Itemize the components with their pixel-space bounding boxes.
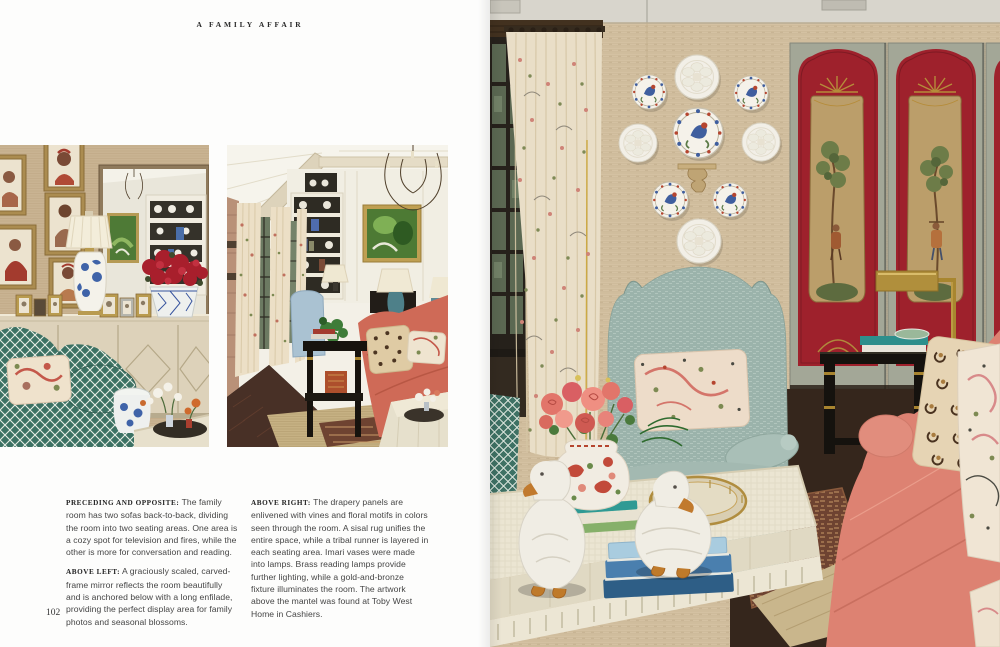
photo-gallery-wall-enfilade bbox=[0, 145, 209, 447]
photo-living-room-plates-screen-image bbox=[490, 0, 1000, 647]
caption-text: A graciously scaled, carved-frame mirror reflects the room beautifully and is anchored below with a long enfilade, providing the perfect display area for family photos and seasonal blossoms. bbox=[66, 566, 233, 627]
caption-above-left bbox=[66, 565, 239, 627]
caption-preceding-opposite bbox=[66, 496, 239, 558]
photo-family-room-view-image bbox=[227, 145, 448, 447]
running-head: A FAMILY AFFAIR bbox=[196, 20, 304, 29]
caption-above-right bbox=[251, 496, 429, 620]
caption-left-column bbox=[66, 496, 239, 635]
left-page bbox=[0, 0, 490, 647]
caption-lead: ABOVE LEFT: bbox=[66, 568, 121, 577]
photo-gallery-wall-enfilade-image bbox=[0, 145, 209, 447]
photo-living-room-plates-screen bbox=[490, 0, 1000, 647]
caption-text: The drapery panels are enlivened with vines and floral motifs in colors seen through the room. A sisal rug unifies the entire space, while a tribal runner is layered in each seating area. Imari vases were made into lamps. Brass reading lamps provide further lighting, while a gold-and-bronze fixture illuminates the room. The artwork above the mantel was found at Toby West Home in Cashiers. bbox=[251, 497, 429, 619]
caption-lead: ABOVE RIGHT: bbox=[251, 499, 311, 507]
caption-lead: PRECEDING AND OPPOSITE: bbox=[66, 499, 180, 507]
page-number: 102 bbox=[46, 608, 61, 618]
caption-right-column bbox=[251, 496, 429, 627]
right-page bbox=[490, 0, 1000, 647]
caption-text: The family room has two sofas back-to-back, dividing the room into two seating areas. One area is a cozy spot for television and fires, while the other is more for conversation and reading. bbox=[66, 497, 238, 558]
photo-family-room-view bbox=[227, 145, 448, 447]
